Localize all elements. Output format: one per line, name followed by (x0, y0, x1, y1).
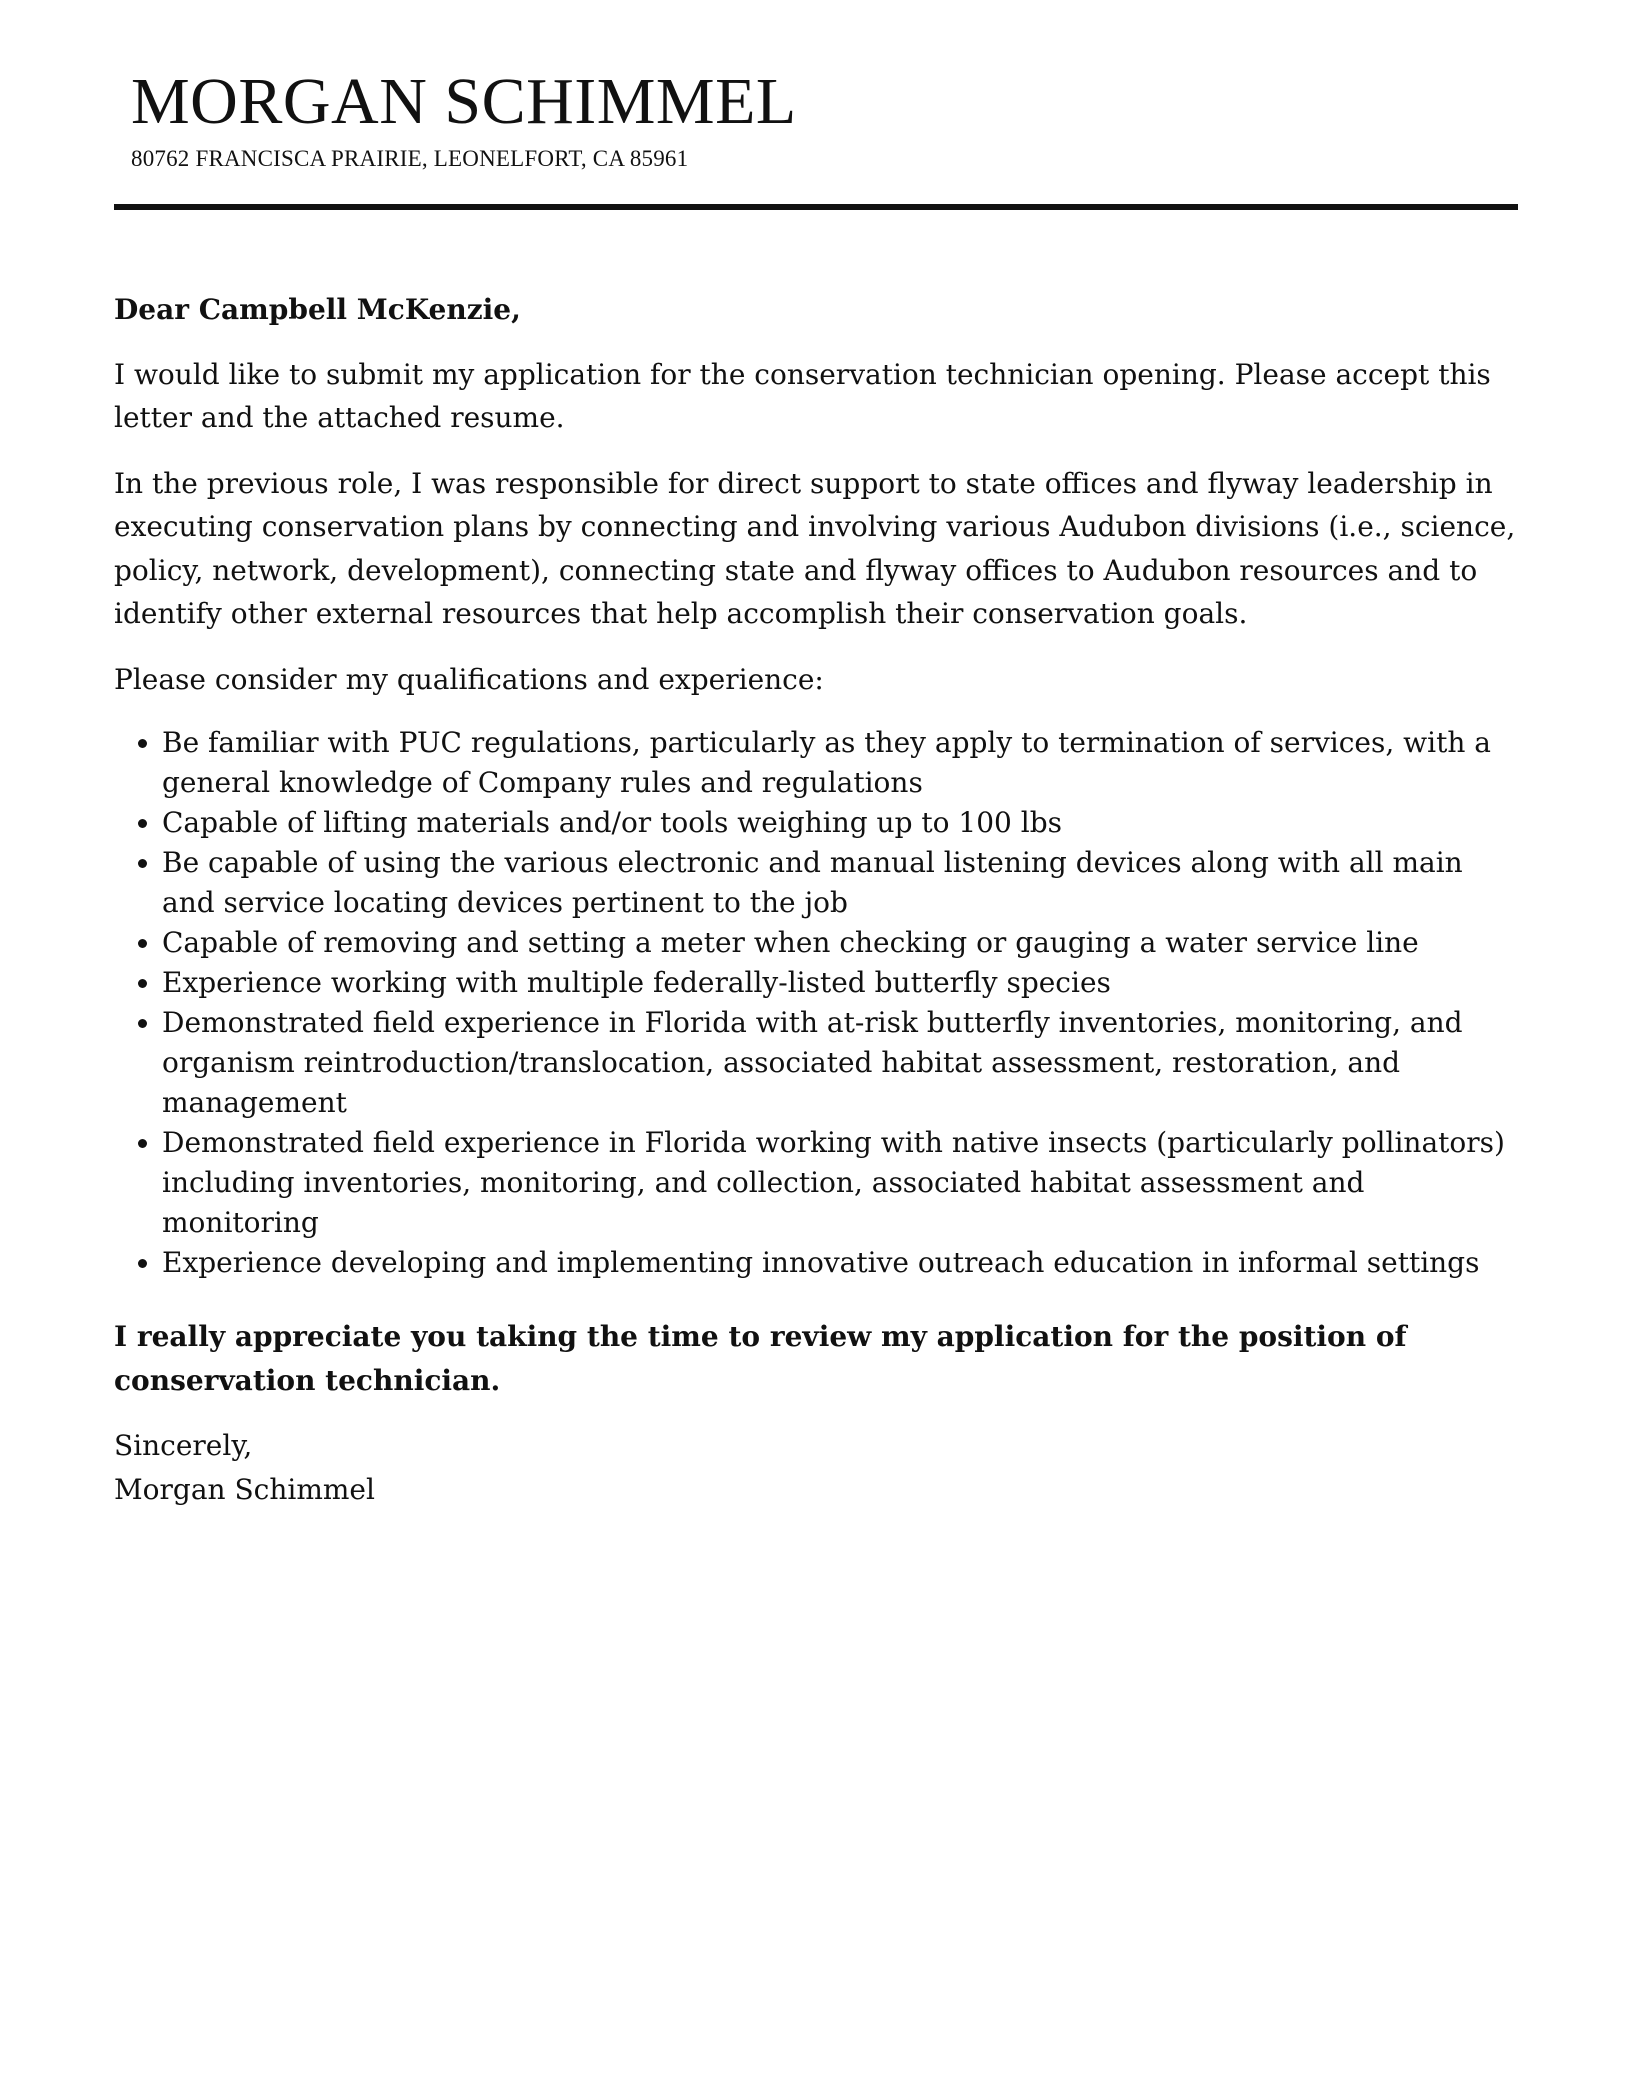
letter-body (114, 288, 1518, 1511)
applicant-name: MORGAN SCHIMMEL (131, 65, 797, 138)
list-item: • Demonstrated field experience in Florida with at-risk butterfly inventories, monitoring, and organism reintroduction/translocation, associated habitat assessment, restoration, and management (162, 1003, 1518, 1123)
applicant-address: 80762 FRANCISCA PRAIRIE, LEONELFORT, CA 85961 (131, 146, 689, 171)
list-item: • Experience developing and implementing innovative outreach education in informal settings (162, 1243, 1518, 1283)
list-item: • Capable of removing and setting a meter when checking or gauging a water service line (162, 923, 1518, 963)
qualifications-intro: Please consider my qualifications and experience: (114, 662, 824, 696)
qualifications-list (114, 723, 1518, 1283)
list-item: • Demonstrated field experience in Florida working with native insects (particularly pollinators) including inventories, monitoring, and collection, associated habitat assessment and monitoring (162, 1123, 1518, 1243)
intro-paragraph: I would like to submit my application for the conservation technician opening. Please accept this letter and the attached resume. (114, 357, 1491, 434)
list-item: • Capable of lifting materials and/or tools weighing up to 100 lbs (162, 803, 1518, 843)
header-divider (114, 204, 1518, 210)
list-item: • Experience working with multiple federally-listed butterfly species (162, 963, 1518, 1003)
letter-header (131, 62, 1511, 174)
closing-statement: I really appreciate you taking the time to review my application for the position of conservation technician. (114, 1320, 1407, 1397)
salutation: Dear Campbell McKenzie, (114, 293, 521, 326)
signoff: Sincerely, (114, 1429, 253, 1462)
experience-paragraph: In the previous role, I was responsible for direct support to state offices and flyway leadership in executing conservation plans by connecting and involving various Audubon divisions (i.e., science, policy, network, development), connecting state and flyway offices to Audubon resources and to identify other external resources that help accomplish their conservation goals. (114, 466, 1516, 630)
list-item: • Be capable of using the various electronic and manual listening devices along with all main and service locating devices pertinent to the job (162, 843, 1518, 923)
signature-name: Morgan Schimmel (114, 1472, 375, 1506)
list-item: • Be familiar with PUC regulations, particularly as they apply to termination of services, with a general knowledge of Company rules and regulations (162, 723, 1518, 803)
